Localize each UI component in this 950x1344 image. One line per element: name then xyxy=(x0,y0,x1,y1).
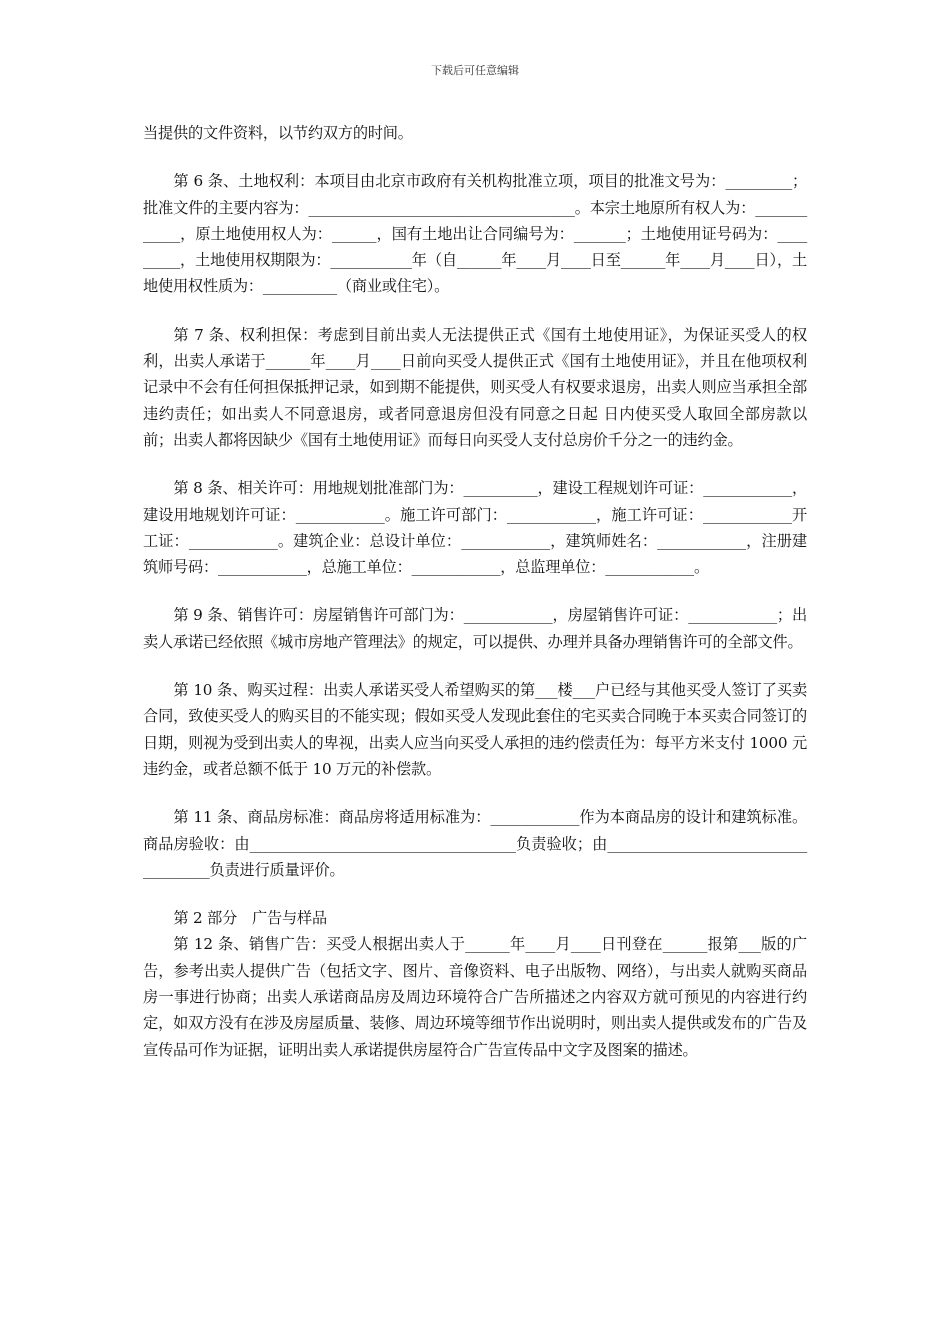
article-11-housing-standard: 第 11 条、商品房标准：商品房将适用标准为：____________作为本商品房的设计和建筑标准。商品房验收：由____________________________________负责验收；由____________________________________负责进行质量评价。 xyxy=(143,808,807,879)
article-7-rights-guarantee: 第 7 条、权利担保：考虑到目前出卖人无法提供正式《国有土地使用证》，为保证买受人的权利，出卖人承诺于______年____月____日前向买受人提供正式《国有土地使用证》，并且在他项权利记录中不会有任何担保抵押记录，如到期不能提供，则买受人有权要求退房，出卖人则应当承担全部违约责任；如出卖人不同意退房，或者同意退房但没有同意之日起 日内使买受人取回全部房款以前；出卖人都将因缺少《国有土地使用证》而每日向买受人支付总房价千分之一的违约金。 xyxy=(143,325,807,449)
article-12-sales-advertising: 第 12 条、销售广告：买受人根据出卖人于______年____月____日刊登在______报第___版的广告，参考出卖人提供广告（包括文字、图片、音像资料、电子出版物、网络），与出卖人就购买商品房一事进行协商；出卖人承诺商品房及周边环境符合广告所描述之内容双方就可预见的内容进行约定，如双方没有在涉及房屋质量、装修、周边环境等细节作出说明时，则出卖人提供或发布的广告及宣传品可作为证据，证明出卖人承诺提供房屋符合广告宣传品中文字及图案的描述。 xyxy=(143,935,807,1059)
page-header: 下载后可任意编辑 xyxy=(431,64,519,77)
section-heading-part-2: 第 2 部分 广告与样品 xyxy=(173,909,327,928)
article-9-sales-permit: 第 9 条、销售许可：房屋销售许可部门为：____________，房屋销售许可证：____________；出卖人承诺已经依照《城市房地产管理法》的规定，可以提供、办理并具备办理销售许可的全部文件。 xyxy=(143,606,807,651)
document-body xyxy=(143,120,807,1063)
paragraph-continuation: 当提供的文件资料，以节约双方的时间。 xyxy=(143,124,413,142)
article-6-land-rights: 第 6 条、土地权利：本项目由北京市政府有关机构批准立项，项目的批准文号为：_________；批准文件的主要内容为：____________________________________。本宗土地原所有权人为：____________，原土地使用权人为：______，国有土地出让合同编号为：_______；土地使用证号码为：_________，土地使用权期限为：___________年（自______年____月____日至______年____月____日），土地使用权性质为：__________（商业或住宅）。 xyxy=(143,172,807,296)
article-8-permits: 第 8 条、相关许可：用地规划批准部门为：__________，建设工程规划许可证：____________，建设用地规划许可证：____________。施工许可部门：____________，施工许可证：____________开工证：____________。建筑企业：总设计单位：____________，建筑师姓名：____________，注册建筑师号码：____________，总施工单位：____________，总监理单位：____________。 xyxy=(143,479,807,577)
article-10-purchase-process: 第 10 条、购买过程：出卖人承诺买受人希望购买的第___楼___户已经与其他买受人签订了买卖合同，致使买受人的购买目的不能实现；假如买受人发现此套住的宅买卖合同晚于本买卖合同签订的日期，则视为受到出卖人的卑视，出卖人应当向买受人承担的违约偿责任为：每平方米支付 1000 元违约金，或者总额不低于 10 万元的补偿款。 xyxy=(143,681,807,778)
